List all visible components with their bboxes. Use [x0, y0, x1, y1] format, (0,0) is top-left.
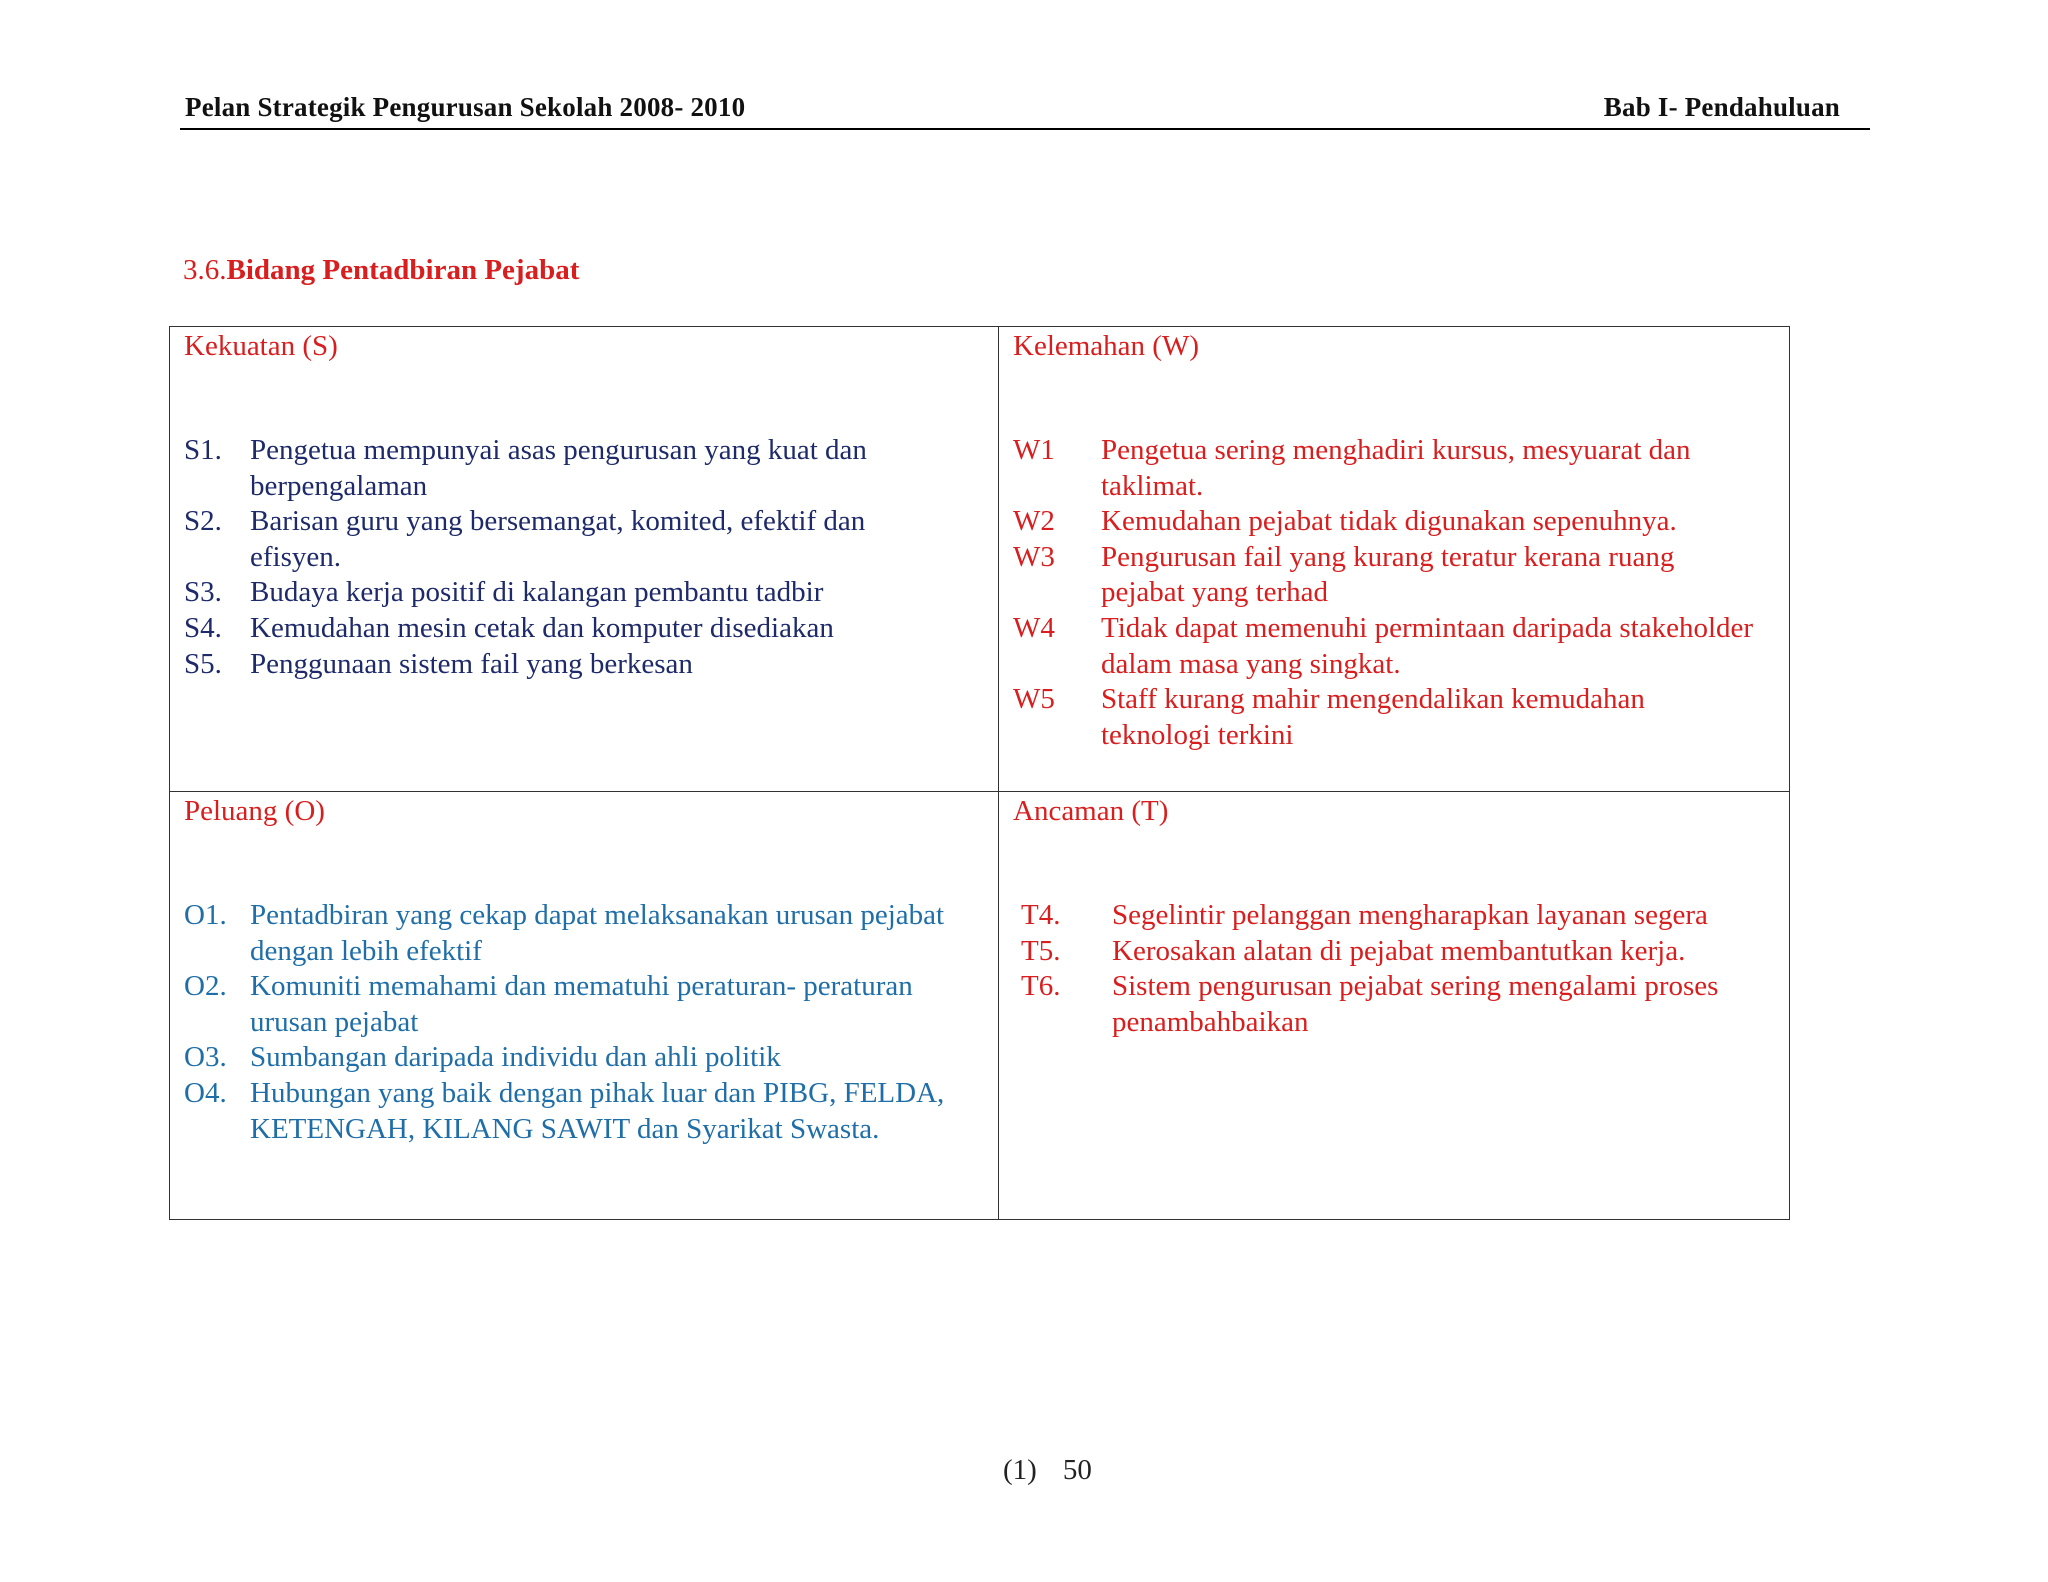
weaknesses-cell: [999, 327, 1789, 792]
list-item: [184, 504, 974, 575]
item-text: Pengetua sering menghadiri kursus, mesyuarat dan taklimat.: [1101, 434, 1691, 502]
list-item: [184, 969, 984, 1040]
item-text: Hubungan yang baik dengan pihak luar dan PIBG, FELDA, KETENGAH, KILANG SAWIT dan Syarikat Swasta.: [250, 1076, 945, 1145]
item-code: W4: [1013, 611, 1055, 644]
item-text: Penggunaan sistem fail yang berkesan: [250, 647, 693, 680]
item-text: Pengurusan fail yang kurang teratur kerana ruang pejabat yang terhad: [1101, 540, 1675, 609]
item-text: Segelintir pelanggan mengharapkan layanan segera: [1112, 899, 1708, 931]
header-chapter-title: Bab I- Pendahuluan: [1603, 92, 1840, 122]
item-code: S2.: [184, 505, 222, 538]
page-header: [180, 88, 1870, 130]
item-code: S4.: [184, 611, 222, 644]
opportunities-list: [184, 898, 984, 1147]
list-item: [1021, 898, 1781, 934]
item-code: O3.: [184, 1041, 227, 1074]
item-text: Pentadbiran yang cekap dapat melaksanakan urusan pejabat dengan lebih efektif: [250, 899, 945, 967]
list-item: [184, 433, 974, 504]
weaknesses-list: [1013, 433, 1773, 753]
item-text: Kemudahan pejabat tidak digunakan sepenuhnya.: [1101, 505, 1677, 538]
item-code: T5.: [1021, 934, 1061, 967]
footer-page-number: 50: [1062, 1454, 1092, 1486]
list-item: [1013, 504, 1773, 540]
item-text: Budaya kerja positif di kalangan pembantu tadbir: [250, 576, 824, 609]
item-code: S3.: [184, 576, 222, 609]
strengths-title: Kekuatan (S): [184, 330, 338, 362]
item-code: O1.: [184, 899, 227, 931]
list-item: [184, 1040, 984, 1076]
item-code: O2.: [184, 970, 227, 1003]
item-text: Barisan guru yang bersemangat, komited, efektif dan efisyen.: [250, 505, 866, 573]
list-item: [1021, 969, 1781, 1040]
item-code: T6.: [1021, 970, 1061, 1003]
item-code: T4.: [1021, 899, 1061, 931]
list-item: [184, 1076, 984, 1147]
threats-title: Ancaman (T): [1013, 795, 1169, 827]
opportunities-title: Peluang (O): [184, 795, 325, 827]
list-item: [1013, 433, 1773, 504]
item-text: Tidak dapat memenuhi permintaan daripada stakeholder dalam masa yang singkat.: [1101, 611, 1754, 680]
threats-cell: [999, 792, 1789, 1219]
strengths-cell: [170, 327, 999, 792]
strengths-list: [184, 433, 974, 682]
item-code: W1: [1013, 434, 1055, 466]
item-text: Sistem pengurusan pejabat sering mengalami proses penambahbaikan: [1112, 970, 1719, 1038]
item-code: W3: [1013, 540, 1055, 573]
item-text: Kerosakan alatan di pejabat membantutkan kerja.: [1112, 934, 1686, 967]
list-item: [184, 611, 974, 647]
item-code: W2: [1013, 505, 1055, 538]
list-item: [184, 898, 984, 969]
list-item: [1013, 682, 1773, 753]
item-code: O4.: [184, 1076, 227, 1109]
header-document-title: Pelan Strategik Pengurusan Sekolah 2008- 2010: [185, 92, 746, 122]
section-heading: [183, 254, 579, 287]
item-text: Pengetua mempunyai asas pengurusan yang kuat dan berpengalaman: [250, 434, 867, 502]
section-title: Bidang Pentadbiran Pejabat: [226, 254, 580, 286]
list-item: [1013, 611, 1773, 682]
list-item: [1013, 540, 1773, 611]
item-code: S5.: [184, 647, 222, 680]
list-item: [1021, 934, 1781, 970]
item-text: Kemudahan mesin cetak dan komputer disediakan: [250, 611, 834, 644]
page-footer: [1003, 1454, 1092, 1487]
item-code: S1.: [184, 434, 222, 466]
opportunities-cell: [170, 792, 999, 1219]
item-code: W5: [1013, 683, 1055, 716]
threats-list: [1021, 898, 1781, 1040]
item-text: Komuniti memahami dan mematuhi peraturan- peraturan urusan pejabat: [250, 970, 913, 1038]
list-item: [184, 575, 974, 611]
item-text: Sumbangan daripada individu dan ahli politik: [250, 1041, 781, 1074]
swot-table: [169, 326, 1790, 1220]
section-number: 3.6.: [183, 254, 227, 286]
weaknesses-title: Kelemahan (W): [1013, 330, 1199, 362]
list-item: [184, 647, 974, 683]
item-text: Staff kurang mahir mengendalikan kemudahan teknologi terkini: [1101, 683, 1645, 751]
footer-chapter-number: (1): [1003, 1454, 1037, 1486]
